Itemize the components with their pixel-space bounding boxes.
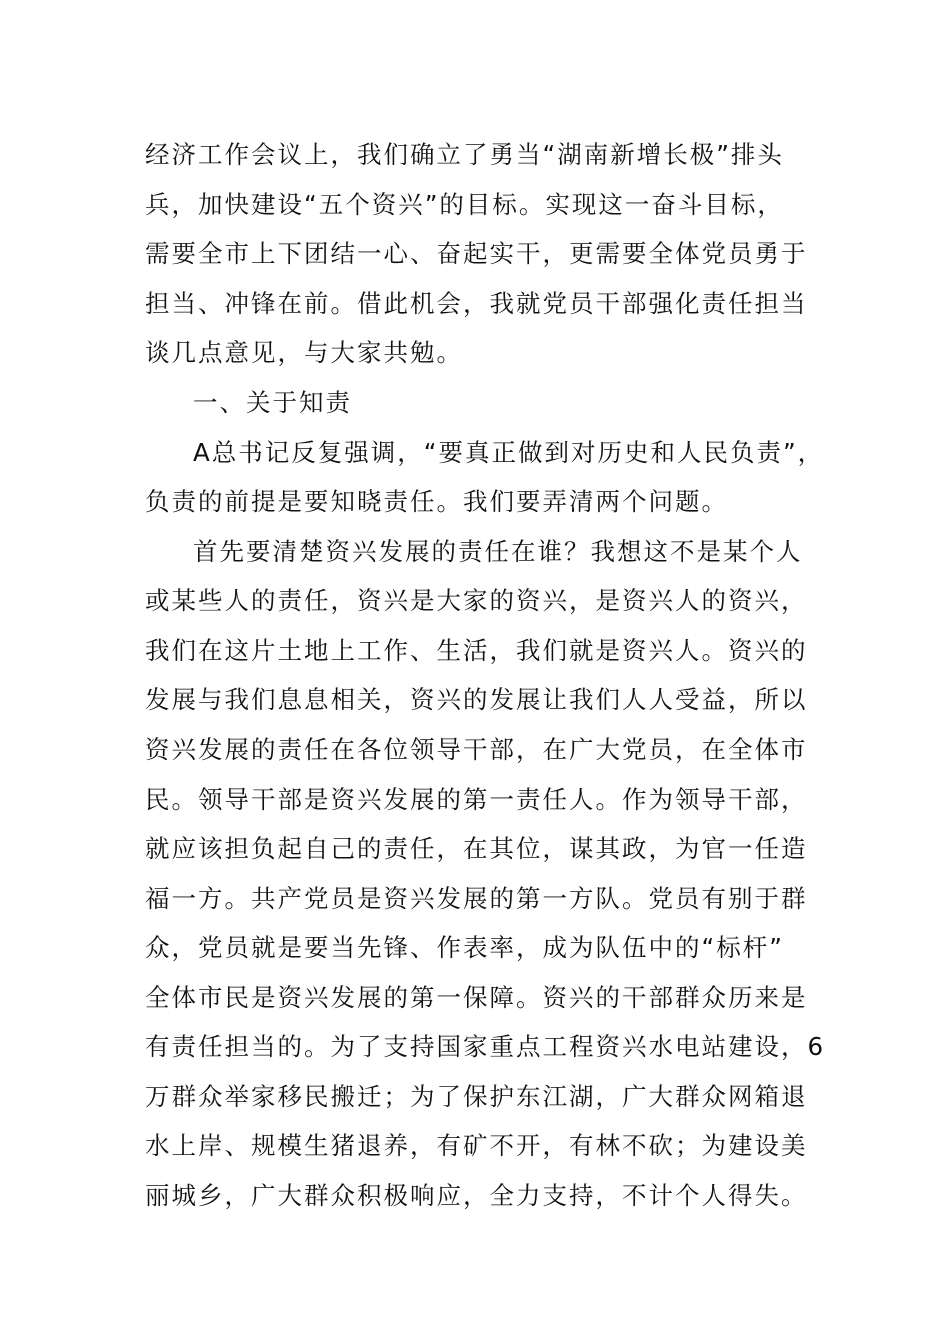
text-line: 民。领导干部是资兴发展的第一责任人。作为领导干部， — [145, 785, 808, 814]
text-line: 首先要清楚资兴发展的责任在谁？我想这不是某个人 — [193, 537, 803, 566]
text-line: A总书记反复强调，“要真正做到对历史和人民负责”， — [193, 438, 825, 467]
text-line: 或某些人的责任，资兴是大家的资兴，是资兴人的资兴， — [145, 586, 808, 615]
text-line: 福一方。共产党员是资兴发展的第一方队。党员有别于群 — [145, 884, 808, 913]
text-line: 水上岸、规模生猪退养，有矿不开，有林不砍；为建设美 — [145, 1131, 808, 1160]
text-line: 就应该担负起自己的责任，在其位，谋其政，为官一任造 — [145, 834, 808, 863]
section-heading: 一、关于知责 — [193, 388, 352, 417]
text-line: 经济工作会议上，我们确立了勇当“湖南新增长极”排头 — [145, 140, 784, 169]
text-line: 众，党员就是要当先锋、作表率，成为队伍中的“标杆” — [145, 933, 784, 962]
text-line: 负责的前提是要知晓责任。我们要弄清两个问题。 — [145, 487, 728, 516]
text-line: 万群众举家移民搬迁；为了保护东江湖，广大群众网箱退 — [145, 1082, 808, 1111]
text-line: 兵，加快建设“五个资兴”的目标。实现这一奋斗目标， — [145, 190, 784, 219]
text-line: 丽城乡，广大群众积极响应，全力支持，不计个人得失。 — [145, 1181, 808, 1210]
text-line: 发展与我们息息相关，资兴的发展让我们人人受益，所以 — [145, 685, 808, 714]
text-line: 需要全市上下团结一心、奋起实干，更需要全体党员勇于 — [145, 239, 808, 268]
text-line: 担当、冲锋在前。借此机会，我就党员干部强化责任担当 — [145, 289, 808, 318]
text-line: 有责任担当的。为了支持国家重点工程资兴水电站建设，6 — [145, 1032, 826, 1061]
text-line: 全体市民是资兴发展的第一保障。资兴的干部群众历来是 — [145, 983, 808, 1012]
text-line: 谈几点意见，与大家共勉。 — [145, 338, 463, 367]
text-line: 资兴发展的责任在各位领导干部，在广大党员，在全体市 — [145, 735, 808, 764]
text-line: 我们在这片土地上工作、生活，我们就是资兴人。资兴的 — [145, 636, 808, 665]
